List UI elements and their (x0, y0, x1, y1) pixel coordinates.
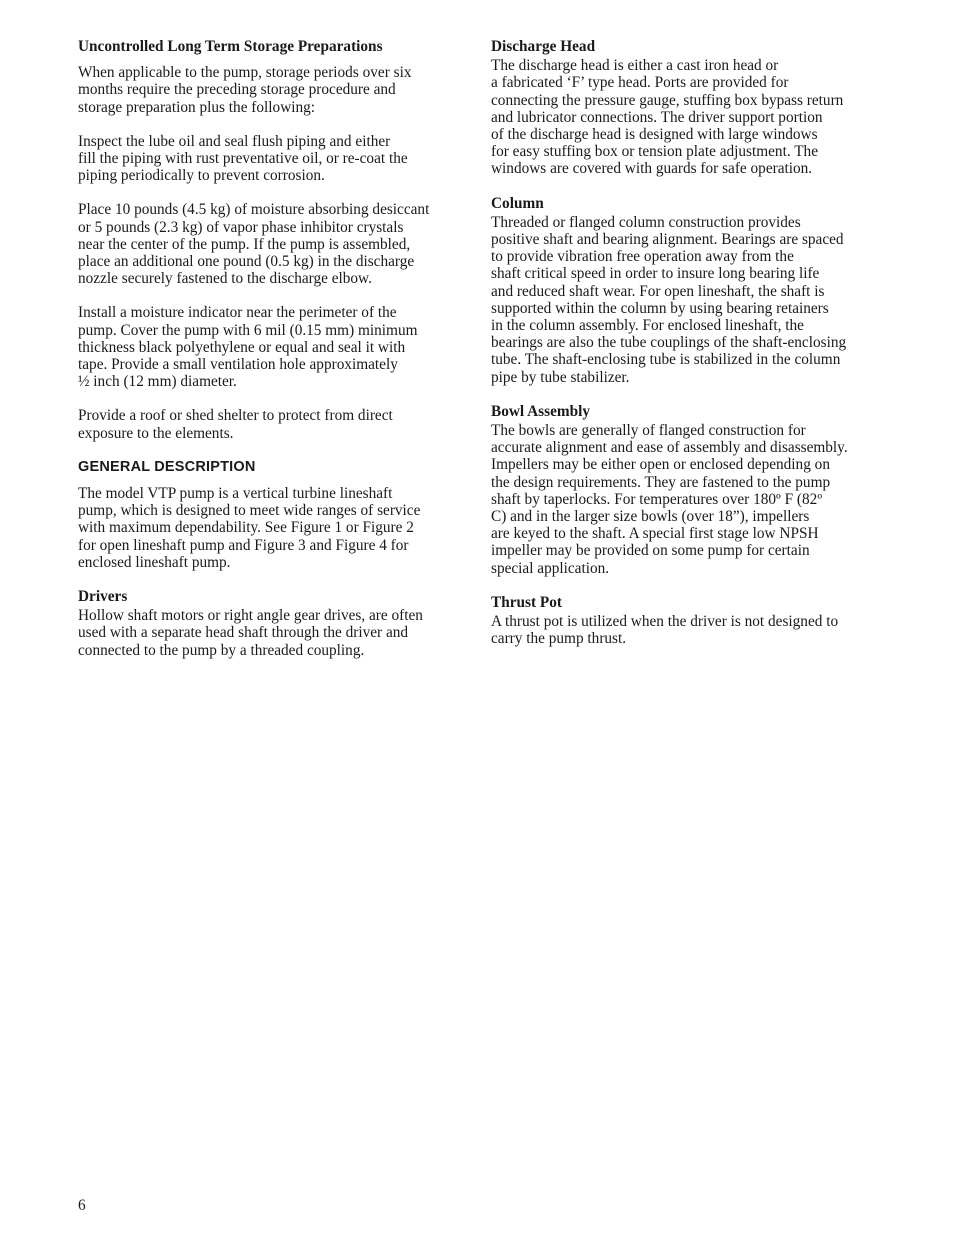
discharge-head-paragraph: The discharge head is either a cast iron head or a fabricated ‘F’ type head. Ports are provided for connecting the pressure gauge, stuffing box bypass return and lubricator connections. The driver support portion of the discharge head is designed with large windows for easy stuffing box or tension plate adjustment. The windows are covered with guards for safe operation. (491, 57, 844, 178)
storage-paragraph-5: Provide a roof or shed shelter to protect from direct exposure to the elements. (78, 407, 393, 442)
column-paragraph: Threaded or flanged column construction provides positive shaft and bearing alignment. Bearings are spaced to provide vibration free operation away from the shaft critical speed in order to insure long bearing life and reduced shaft wear. For open lineshaft, the shaft is supported within the column by using bearing retainers in the column assembly. For enclosed lineshaft, the bearings are also the tube couplings of the shaft-enclosing tube. The shaft-enclosing tube is stabilized in the column pipe by tube stabilizer. (491, 213, 847, 386)
column-section (491, 195, 883, 386)
bowl-assembly-heading: Bowl Assembly (491, 402, 591, 420)
drivers-heading: Drivers (78, 588, 128, 606)
storage-paragraph-2: Inspect the lube oil and seal flush piping and either fill the piping with rust preventative oil, or re-coat the piping periodically to prevent corrosion. (78, 132, 408, 185)
thrust-pot-paragraph: A thrust pot is utilized when the driver is not designed to carry the pump thrust. (491, 613, 839, 648)
column-heading: Column (491, 194, 544, 212)
storage-paragraph-4: Install a moisture indicator near the perimeter of the pump. Cover the pump with 6 mil (0.15 mm) minimum thickness black polyethylene or equal and seal it with tape. Provide a small ventilation hole approximately ½ inch (12 mm) diameter. (78, 304, 418, 391)
storage-paragraph-3: Place 10 pounds (4.5 kg) of moisture absorbing desiccant or 5 pounds (2.3 kg) of vapor phase inhibitor crystals near the center of the pump. If the pump is assembled, place an additional one pound (0.5 kg) in the discharge nozzle securely fastened to the discharge elbow. (78, 201, 430, 288)
right-column (491, 38, 883, 665)
page-number: 6 (78, 1197, 86, 1214)
bowl-assembly-section (491, 403, 883, 577)
bowl-assembly-paragraph: The bowls are generally of flanged construction for accurate alignment and ease of assembly and disassembly. Impellers may be either open or enclosed depending on the design requirements. They are fastened to the pump shaft by taperlocks. For temperatures over 180º F (82º C) and in the larger size bowls (over 18”), impellers are keyed to the shaft. A special first stage low NPSH impeller may be provided on some pump for certain special application. (491, 422, 848, 577)
storage-paragraph-1: When applicable to the pump, storage periods over six months require the preceding storage procedure and storage preparation plus the following: (78, 64, 412, 116)
storage-heading: Uncontrolled Long Term Storage Preparations (78, 38, 383, 55)
left-column (78, 38, 468, 659)
drivers-paragraph: Hollow shaft motors or right angle gear drives, are often used with a separate head shaft through the driver and connected to the pump by a threaded coupling. (78, 607, 423, 659)
thrust-pot-section (491, 594, 883, 648)
discharge-head-heading: Discharge Head (491, 38, 596, 55)
general-description-heading: GENERAL DESCRIPTION (78, 458, 256, 475)
discharge-head-section (491, 38, 883, 178)
thrust-pot-heading: Thrust Pot (491, 593, 562, 611)
general-description-paragraph: The model VTP pump is a vertical turbine lineshaft pump, which is designed to meet wide ranges of service with maximum dependability. See Figure 1 or Figure 2 for open lineshaft pump and Figure 3 and Figure 4 for enclosed lineshaft pump. (78, 485, 421, 571)
